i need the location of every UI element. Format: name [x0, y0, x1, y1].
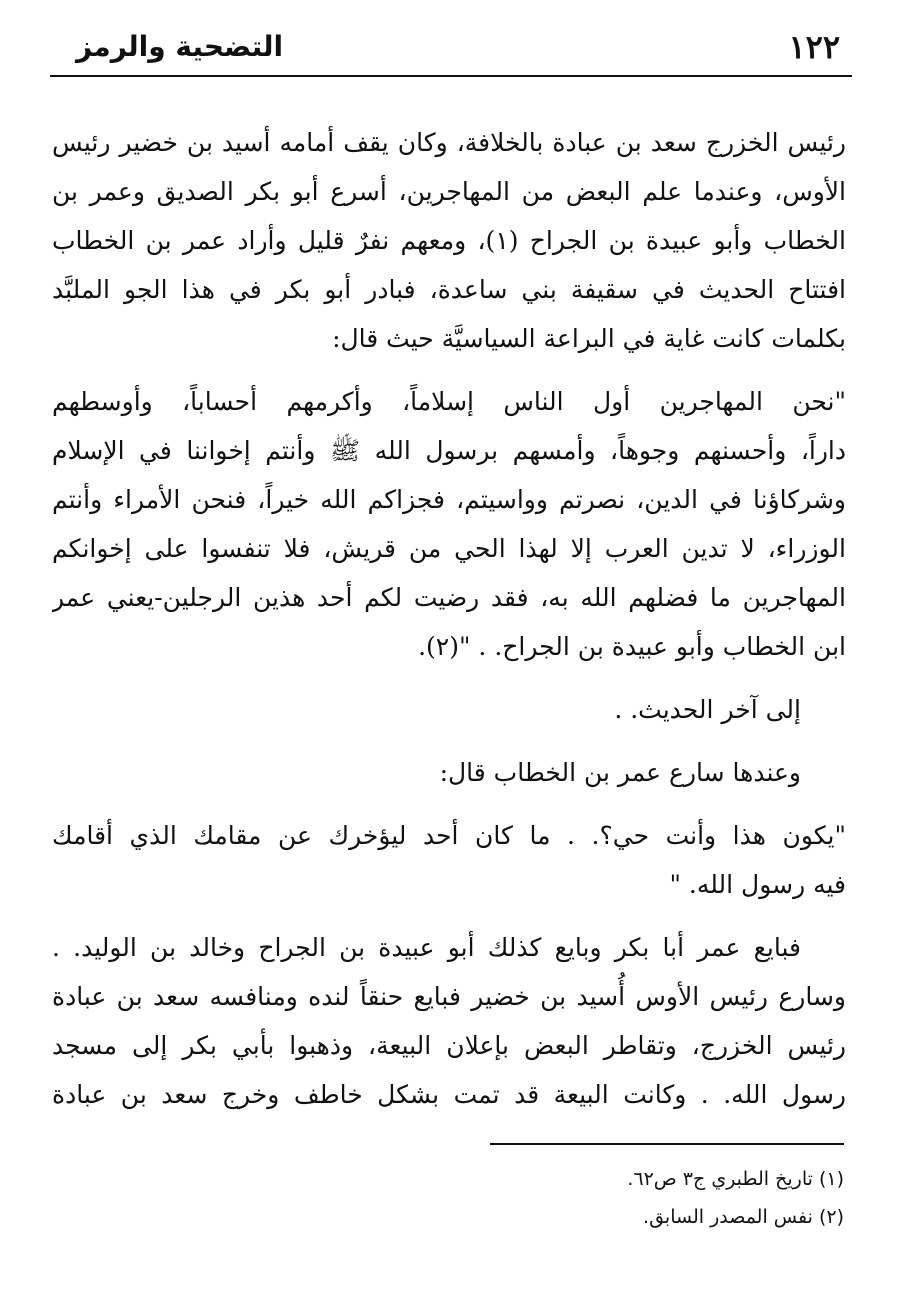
- text-line: داراً، وأحسنهم وجوهاً، وأمسهم برسول الله ﷺ وأنتم إخواننا في الإسلام: [52, 436, 846, 465]
- text-line: رئيس الخزرج سعد بن عبادة بالخلافة، وكان يقف أمامه أسيد بن خضير رئيس: [52, 128, 846, 157]
- text-line: فيه رسول الله. ": [669, 870, 846, 899]
- footnote-rule: [490, 1143, 844, 1145]
- text-line: ابن الخطاب وأبو عبيدة بن الجراح. . "(٢).: [418, 632, 846, 661]
- paragraph: [52, 923, 846, 1119]
- footnote: (١) تاريخ الطبري ج٣ ص٦٢.: [627, 1168, 844, 1190]
- text-line: بكلمات كانت غاية في البراعة السياسيَّة حيث قال:: [332, 324, 846, 353]
- text-line: وعندها سارع عمر بن الخطاب قال:: [439, 758, 801, 787]
- footnotes: [300, 1160, 844, 1236]
- text-line: رئيس الخزرج، وتقاطر البعض بإعلان البيعة، وذهبوا بأبي بكر إلى مسجد: [52, 1031, 846, 1060]
- paragraph: [52, 685, 846, 734]
- paragraph: [52, 748, 846, 797]
- text-line: وسارع رئيس الأوس أُسيد بن خضير فبايع حنقاً لنده ومنافسه سعد بن عبادة: [52, 982, 846, 1011]
- header-rule: [50, 75, 852, 77]
- text-line: فبايع عمر أبا بكر وبايع كذلك أبو عبيدة بن الجراح وخالد بن الوليد. .: [52, 933, 801, 962]
- text-line: "نحن المهاجرين أول الناس إسلاماً، وأكرمهم أحساباً، وأوسطهم: [52, 387, 846, 416]
- text-line: المهاجرين ما فضلهم الله به، فقد رضيت لكم أحد هذين الرجلين-يعني عمر: [52, 583, 846, 612]
- paragraph: [52, 118, 846, 363]
- text-line: الخطاب وأبو عبيدة بن الجراح (١)، ومعهم نفرٌ قليل وأراد عمر بن الخطاب: [52, 226, 846, 255]
- text-line: الوزراء، لا تدين العرب إلا لهذا الحي من قريش، فلا تنفسوا على إخوانكم: [52, 534, 846, 563]
- text-line: إلى آخر الحديث. .: [614, 695, 801, 724]
- quote-paragraph: [52, 377, 846, 671]
- text-line: وشركاؤنا في الدين، نصرتم وواسيتم، فجزاكم الله خيراً، فنحن الأمراء وأنتم: [52, 485, 846, 514]
- page-header: [50, 26, 852, 76]
- text-line: "يكون هذا وأنت حي؟. . ما كان أحد ليؤخرك عن مقامك الذي أقامك: [52, 821, 846, 850]
- main-text: [52, 118, 846, 1119]
- text-line: افتتاح الحديث في سقيفة بني ساعدة، فبادر أبو بكر في هذا الجو الملبَّد: [52, 275, 846, 304]
- text-line: الأوس، وعندما علم البعض من المهاجرين، أسرع أبو بكر الصديق وعمر بن: [52, 177, 846, 206]
- page-number: ١٢٢: [788, 28, 840, 66]
- quote-paragraph: [52, 811, 846, 909]
- footnote: (٢) نفس المصدر السابق.: [643, 1206, 844, 1228]
- text-line: رسول الله. . وكانت البيعة قد تمت بشكل خاطف وخرج سعد بن عبادة: [52, 1080, 846, 1109]
- running-title: التضحية والرمز: [76, 30, 284, 63]
